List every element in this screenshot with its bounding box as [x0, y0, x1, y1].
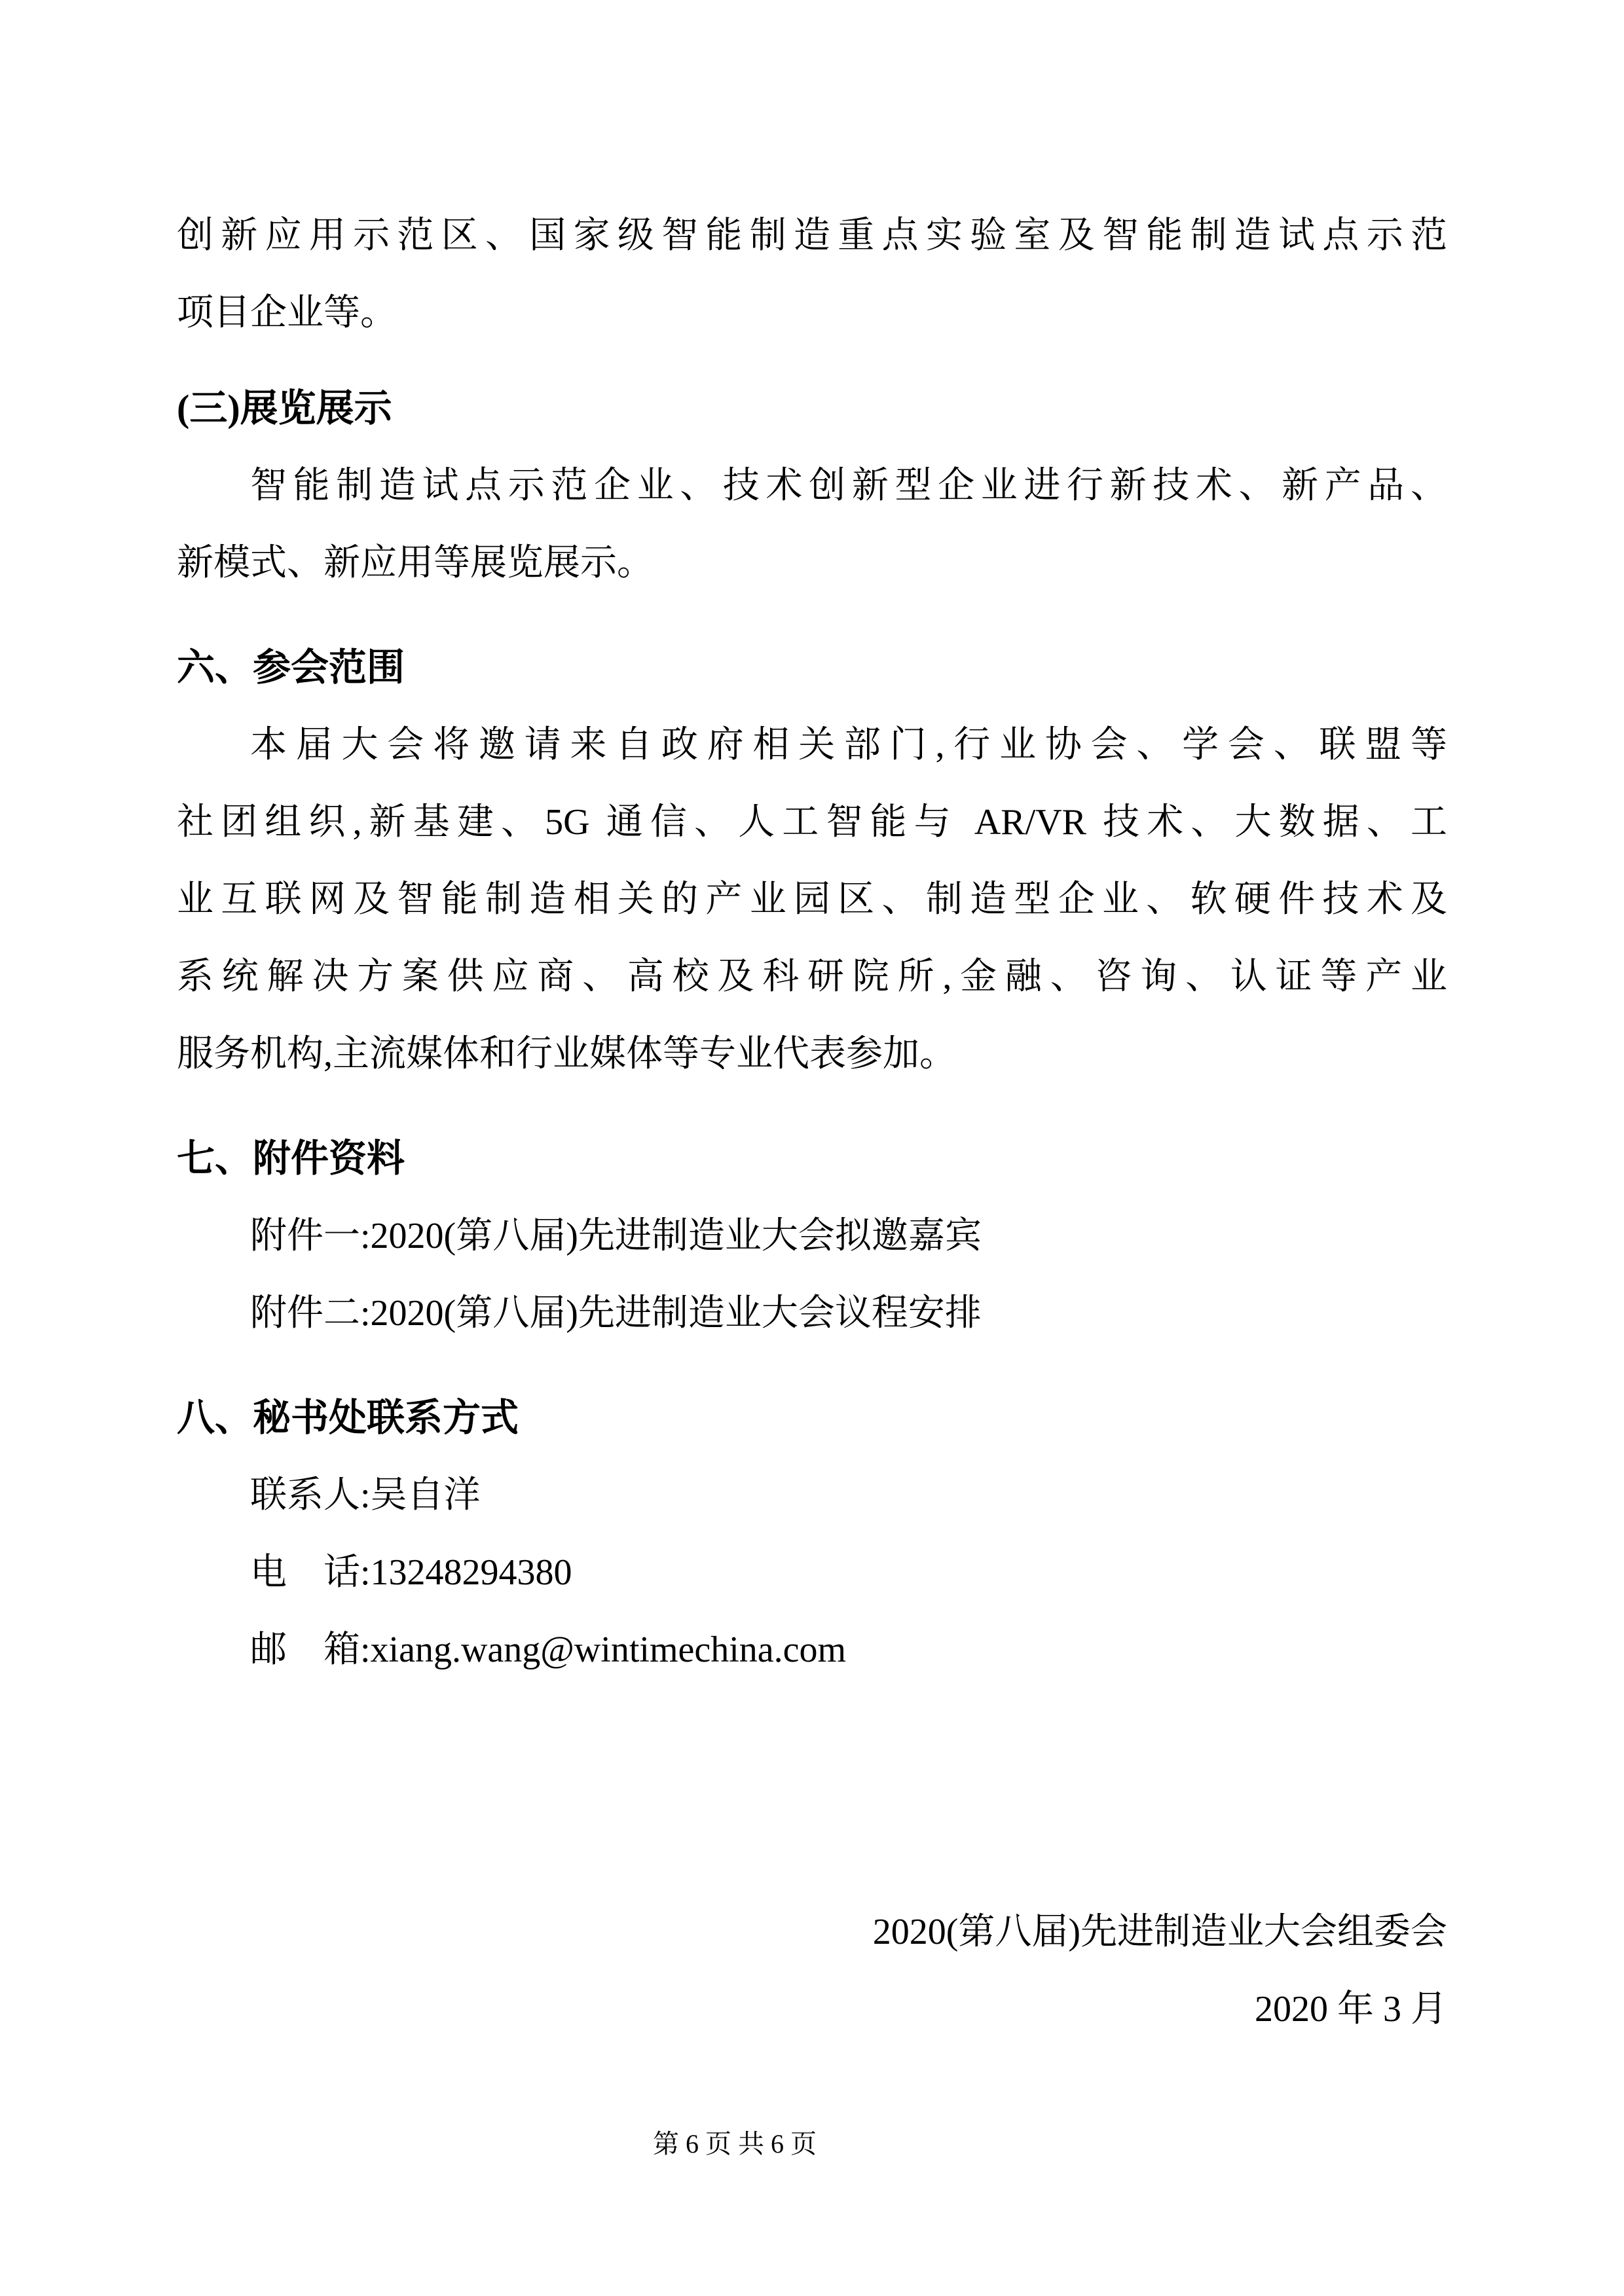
document-body: [177, 197, 1447, 2048]
scope-paragraph-line-1: 本届大会将邀请来自政府相关部门,行业协会、学会、联盟等: [250, 725, 1447, 765]
exhibition-paragraph-line-1: 智能制造试点示范企业、技术创新型企业进行新技术、新产品、: [250, 465, 1447, 506]
signature-organization: 2020(第八届)先进制造业大会组委会: [872, 1912, 1447, 1952]
scope-paragraph-line-3: 业互联网及智能制造相关的产业园区、制造型企业、软硬件技术及: [177, 879, 1447, 920]
scope-paragraph-line-2: 社团组织,新基建、5G 通信、人工智能与 AR/VR 技术、大数据、工: [177, 802, 1447, 843]
scope-paragraph-line-5: 服务机构,主流媒体和行业媒体等专业代表参加。: [177, 1034, 956, 1074]
signature-date: 2020 年 3 月: [1255, 1989, 1447, 2030]
signature-block: [177, 1893, 1447, 2048]
contact-person-line: 联系人:吴自洋: [250, 1475, 481, 1516]
paragraph-continuation-line-2: 项目企业等。: [177, 293, 397, 333]
attachment-item-2: 附件二:2020(第八届)先进制造业大会议程安排: [250, 1293, 982, 1334]
attachment-item-1: 附件一:2020(第八届)先进制造业大会拟邀嘉宾: [250, 1216, 982, 1256]
paragraph-continuation-line-1: 创新应用示范区、国家级智能制造重点实验室及智能制造试点示范: [177, 215, 1447, 256]
heading-attachments: 七、附件资料: [177, 1137, 405, 1180]
scope-paragraph-line-4: 系统解决方案供应商、高校及科研院所,金融、咨询、认证等产业: [177, 957, 1447, 997]
heading-exhibition: (三)展览展示: [177, 387, 392, 429]
footer-page-number: 第 6 页 共 6 页: [653, 2129, 817, 2159]
heading-secretariat-contact: 八、秘书处联系方式: [177, 1396, 519, 1439]
contact-phone-line: 电 话:13248294380: [250, 1552, 572, 1593]
heading-participation-scope: 六、参会范围: [177, 646, 405, 689]
exhibition-paragraph-line-2: 新模式、新应用等展览展示。: [177, 543, 654, 583]
contact-email-line: 邮 箱:xiang.wang@wintimechina.com: [250, 1630, 847, 1670]
